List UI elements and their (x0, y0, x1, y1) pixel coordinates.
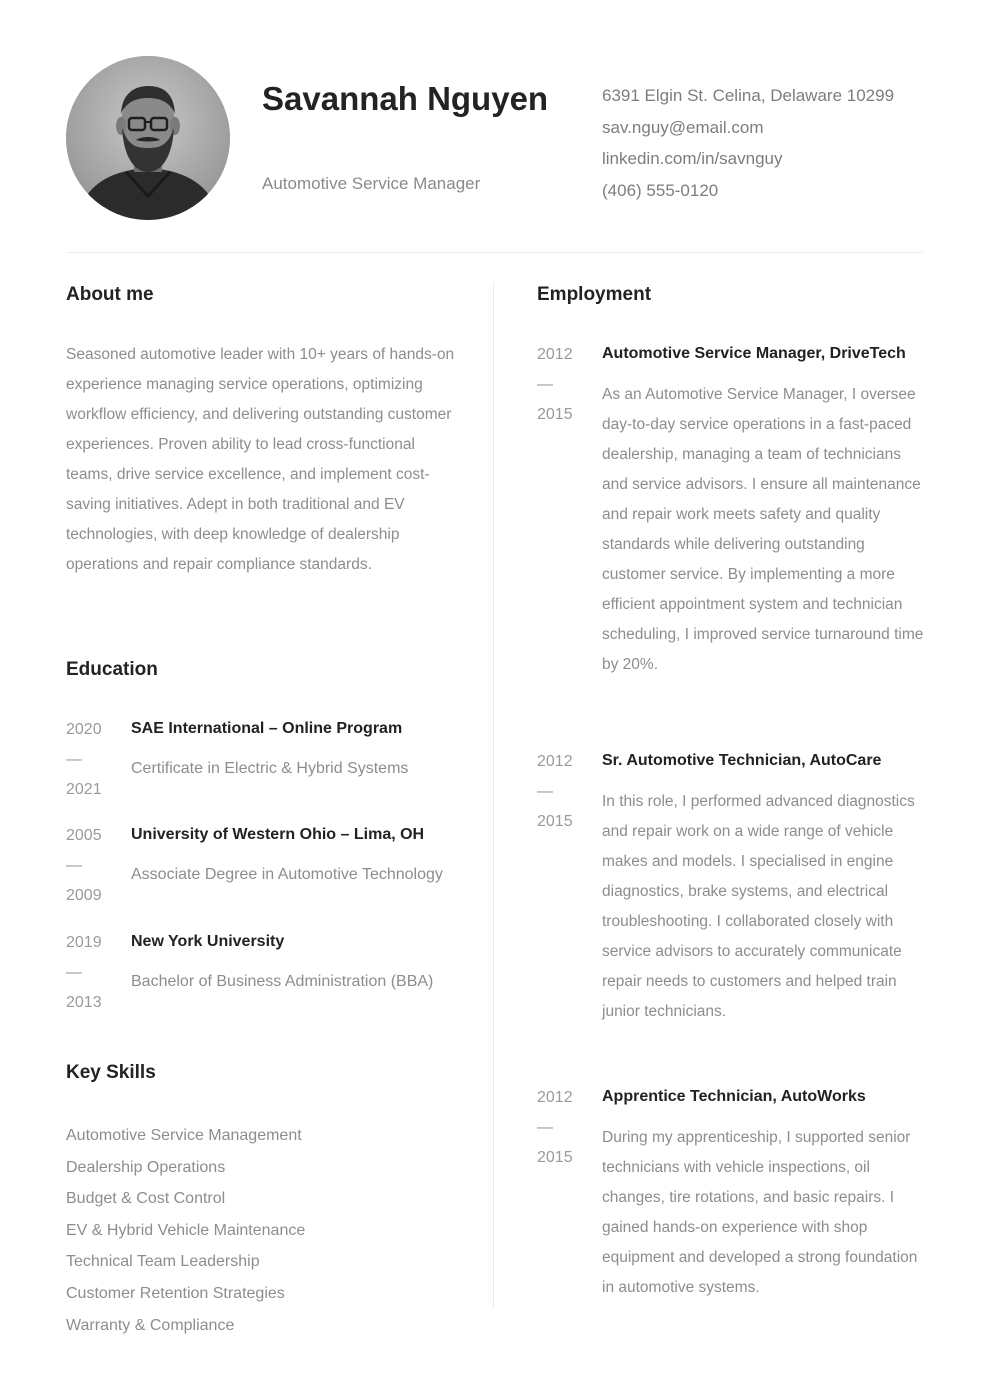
education-degree: Bachelor of Business Administration (BBA) (131, 973, 434, 990)
about-heading: About me (66, 284, 154, 305)
employment-heading: Employment (537, 284, 652, 305)
education-institution: University of Western Ohio – Lima, OH (131, 826, 425, 843)
year-separator: — (66, 857, 82, 874)
candidate-title: Automotive Service Manager (262, 174, 481, 193)
year-start: 2019 (66, 934, 102, 951)
employment-role: Sr. Automotive Technician, AutoCare (602, 752, 882, 769)
employment-description: In this role, I performed advanced diagnostics and repair work on a wide range of vehicle makes and models. I specialised in engine diagnostics, brake systems, and electrical troubleshooting. I collaborated closely with service advisors to accurately communicate repair needs to customers and helped train junior technicians. (602, 793, 915, 1020)
header-divider (66, 252, 923, 253)
education-item (66, 715, 476, 805)
skill-item: Automotive Service Management (66, 1127, 302, 1144)
skill-item: Warranty & Compliance (66, 1316, 235, 1334)
candidate-name: Savannah Nguyen (262, 80, 549, 117)
avatar (66, 56, 230, 220)
education-years (66, 715, 116, 805)
employment-role: Apprentice Technician, AutoWorks (602, 1088, 866, 1105)
education-institution: SAE International – Online Program (131, 720, 403, 737)
year-separator: — (66, 751, 82, 768)
education-years (66, 928, 116, 1018)
year-end: 2009 (66, 887, 102, 904)
column-divider (493, 282, 494, 1308)
education-years (66, 821, 116, 911)
year-separator: — (66, 964, 82, 981)
contact-email[interactable]: sav.nguy@email.com (602, 117, 764, 137)
employment-item (537, 340, 929, 680)
employment-years (537, 1083, 587, 1173)
employment-description: As an Automotive Service Manager, I oversee day-to-day service operations in a fast-paced dealership, managing a team of technicians and service advisors. I ensure all maintenance and repair work meets safety and quality standards while delivering outstanding customer service. By implementing a more efficient appointment system and technician scheduling, I improved service turnaround time by 20%. (602, 386, 924, 673)
year-end: 2015 (537, 406, 573, 423)
skill-item: EV & Hybrid Vehicle Maintenance (66, 1221, 306, 1239)
contact-linkedin[interactable]: linkedin.com/in/savnguy (602, 149, 783, 168)
year-separator: — (537, 783, 553, 800)
year-end: 2015 (537, 813, 573, 830)
employment-years (537, 747, 587, 837)
employment-role: Automotive Service Manager, DriveTech (602, 345, 906, 362)
employment-item (537, 747, 929, 1027)
profile-photo-icon (66, 56, 230, 220)
year-start: 2012 (537, 753, 573, 770)
contact-address: 6391 Elgin St. Celina, Delaware 10299 (602, 86, 895, 105)
employment-description: During my apprenticeship, I supported senior technicians with vehicle inspections, oil changes, tire rotations, and basic repairs. I gained hands-on experience with shop equipment and developed a strong foundation in automotive systems. (602, 1129, 918, 1296)
education-heading: Education (66, 659, 158, 680)
employment-item (537, 1083, 929, 1303)
year-start: 2012 (537, 1089, 573, 1106)
skills-list (66, 1120, 305, 1341)
education-institution: New York University (131, 933, 285, 950)
skill-item: Technical Team Leadership (66, 1253, 260, 1271)
employment-years (537, 340, 587, 430)
skill-item: Customer Retention Strategies (66, 1284, 285, 1302)
year-separator: — (537, 1119, 553, 1136)
education-item (66, 928, 476, 1018)
year-end: 2013 (66, 994, 102, 1011)
skills-heading: Key Skills (66, 1062, 156, 1083)
year-end: 2015 (537, 1149, 573, 1166)
contact-phone: (406) 555-0120 (602, 180, 719, 200)
skill-item: Budget & Cost Control (66, 1190, 226, 1208)
education-degree: Associate Degree in Automotive Technology (131, 866, 443, 883)
year-start: 2020 (66, 721, 102, 738)
skill-item: Dealership Operations (66, 1158, 226, 1176)
year-separator: — (537, 376, 553, 393)
year-start: 2012 (537, 346, 573, 363)
year-start: 2005 (66, 827, 102, 844)
education-item (66, 821, 476, 911)
contact-block (602, 80, 894, 206)
year-end: 2021 (66, 781, 102, 798)
education-degree: Certificate in Electric & Hybrid Systems (131, 760, 409, 777)
about-text: Seasoned automotive leader with 10+ years of hands-on experience managing service operations, optimizing workflow efficiency, and delivering outstanding customer experiences. Proven ability to lead cross-functional teams, drive service excellence, and implement cost-saving initiatives. Adept in both traditional and EV technologies, with deep knowledge of dealership operations and repair compliance standards. (66, 346, 455, 573)
